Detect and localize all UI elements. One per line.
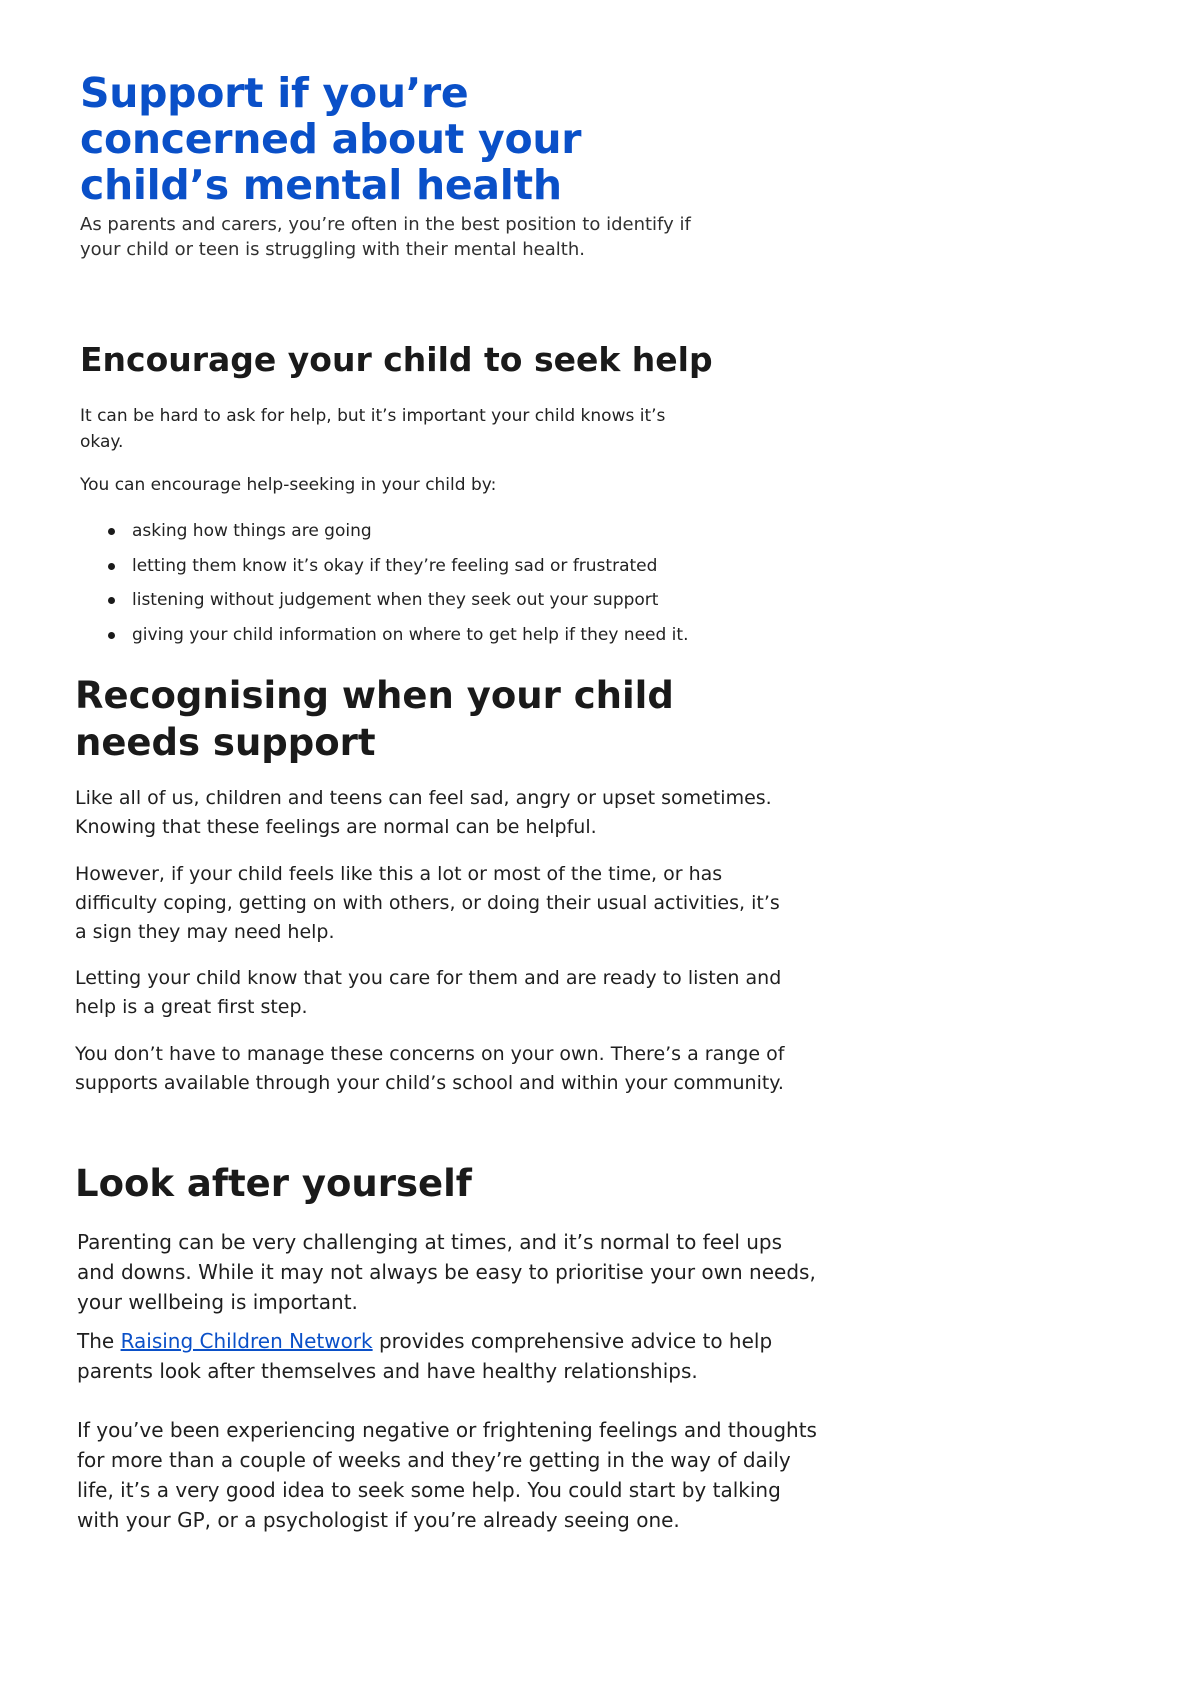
list-item-text: listening without judgement when they seek out your support — [132, 590, 659, 610]
intro-paragraph: As parents and carers, you’re often in the best position to identify if your child or teen is struggling with their mental health. — [80, 214, 691, 260]
encourage-heading: Encourage your child to seek help — [80, 340, 713, 379]
list-item-text: letting them know it’s okay if they’re feeling sad or frustrated — [132, 555, 658, 576]
list-item — [80, 618, 780, 653]
page-title: Support if you’re concerned about your child’s mental health — [80, 69, 582, 209]
bullet-icon — [108, 597, 115, 604]
encourage-paragraph-1: It can be hard to ask for help, but it’s important your child knows it’s okay. — [80, 406, 666, 452]
recognising-paragraph-3: Letting your child know that you care for them and are ready to listen and help is a great first step. — [75, 967, 782, 1018]
list-item-text: asking how things are going — [132, 521, 372, 541]
raising-children-network-link[interactable]: Raising Children Network — [120, 1329, 373, 1353]
recognising-paragraph-2: However, if your child feels like this a lot or most of the time, or has difficulty coping, getting on with others, or doing their usual activities, it’s a sign they may need help. — [75, 863, 780, 943]
recognising-paragraph-1: Like all of us, children and teens can feel sad, angry or upset sometimes. Knowing that these feelings are normal can be helpful. — [75, 787, 772, 838]
look-after-paragraph-2 — [77, 1326, 817, 1386]
look-after-paragraph-3: If you’ve been experiencing negative or frightening feelings and thoughts for more than a couple of weeks and they’re getting in the way of daily life, it’s a very good idea to seek some help. You could start by talking with your GP, or a psychologist if you’re already seeing one. — [77, 1418, 817, 1532]
bullet-icon — [108, 563, 115, 570]
para-text-after-link: provides comprehensive advice to help parents look after themselves and have healthy relationships. — [77, 1329, 773, 1383]
list-item — [80, 514, 780, 549]
bullet-icon — [108, 632, 115, 639]
bullet-icon — [108, 528, 115, 535]
list-item — [80, 583, 780, 618]
encourage-paragraph-2: You can encourage help-seeking in your child by: — [80, 475, 497, 495]
look-after-heading: Look after yourself — [75, 1162, 472, 1205]
help-seeking-list — [80, 514, 780, 652]
list-item-text: giving your child information on where to get help if they need it. — [132, 624, 689, 645]
look-after-paragraph-1: Parenting can be very challenging at times, and it’s normal to feel ups and downs. While it may not always be easy to prioritise your own needs, your wellbeing is important. — [77, 1230, 816, 1314]
recognising-paragraph-4: You don’t have to manage these concerns on your own. There’s a range of supports available through your child’s school and within your community. — [75, 1043, 785, 1094]
list-item — [80, 549, 780, 584]
para-text-before-link: The — [77, 1329, 121, 1353]
recognising-heading: Recognising when your child needs support — [75, 674, 674, 764]
